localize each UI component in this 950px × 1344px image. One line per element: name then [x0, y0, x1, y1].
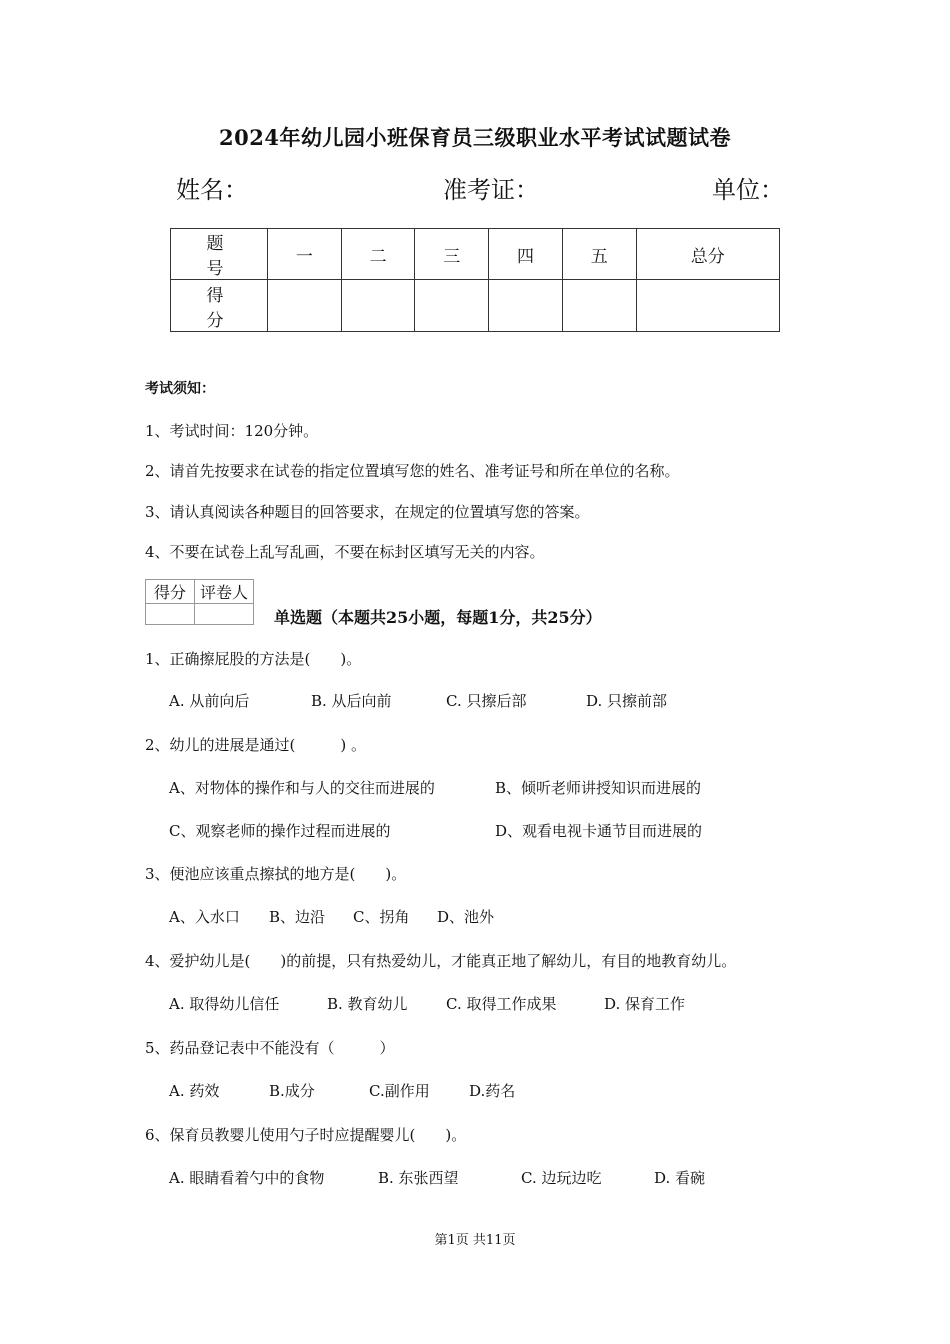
question-6: 6、保育员教婴儿使用勺子时应提醒婴儿( )。: [145, 1126, 467, 1144]
grader-score-cell[interactable]: [146, 604, 195, 625]
q6-option-d: D. 看碗: [654, 1169, 706, 1187]
score-header-2: 二: [341, 229, 415, 280]
q6-option-a: A. 眼睛看着勺中的食物: [169, 1169, 325, 1187]
q5-option-c: C.副作用: [369, 1082, 430, 1100]
score-row-label: 得 分: [171, 280, 268, 332]
q3-option-a: A、入水口: [169, 908, 240, 926]
score-table: [170, 228, 780, 332]
q2-option-d: D、观看电视卡通节目而进展的: [495, 822, 703, 840]
q4-option-d: D. 保育工作: [604, 995, 686, 1013]
q4-option-a: A. 取得幼儿信任: [169, 995, 280, 1013]
grader-name-cell[interactable]: [195, 604, 254, 625]
grader-box: [145, 579, 254, 625]
score-cell-2[interactable]: [341, 280, 415, 332]
name-label: 姓名：: [176, 176, 248, 204]
notes-title: 考试须知：: [145, 381, 215, 397]
question-5: 5、药品登记表中不能没有（ ）: [145, 1039, 395, 1057]
page-footer: 第1页 共11页: [434, 1233, 516, 1248]
score-header-4: 四: [489, 229, 563, 280]
unit-label: 单位：: [712, 176, 784, 204]
q5-option-b: B.成分: [269, 1082, 315, 1100]
q1-option-d: D. 只擦前部: [586, 692, 668, 710]
question-2: 2、幼儿的进展是通过( ) 。: [145, 736, 367, 754]
q5-option-a: A. 药效: [169, 1082, 220, 1100]
q5-option-d: D.药名: [469, 1082, 516, 1100]
note-item: 4、不要在试卷上乱写乱画，不要在标封区填写无关的内容。: [145, 543, 545, 561]
candidate-info: [0, 170, 950, 204]
question-3: 3、便池应该重点擦拭的地方是( )。: [145, 865, 407, 883]
q2-option-a: A、对物体的操作和与人的交往而进展的: [169, 779, 435, 797]
score-header-5: 五: [562, 229, 636, 280]
score-header-label: 题 号: [171, 229, 268, 280]
note-item: 3、请认真阅读各种题目的回答要求，在规定的位置填写您的答案。: [145, 503, 590, 521]
q2-option-b: B、倾听老师讲授知识而进展的: [495, 779, 702, 797]
section-title: 单选题（本题共25小题，每题1分，共25分）: [274, 608, 602, 627]
score-header-1: 一: [268, 229, 342, 280]
score-cell-1[interactable]: [268, 280, 342, 332]
score-header-3: 三: [415, 229, 489, 280]
q2-option-c: C、观察老师的操作过程而进展的: [169, 822, 391, 840]
score-cell-3[interactable]: [415, 280, 489, 332]
note-item: 1、考试时间：120分钟。: [145, 422, 319, 440]
note-item: 2、请首先按要求在试卷的指定位置填写您的姓名、准考证号和所在单位的名称。: [145, 462, 680, 480]
page-title: 2024年幼儿园小班保育员三级职业水平考试试题试卷: [219, 125, 731, 150]
score-header-total: 总分: [636, 229, 779, 280]
q1-option-c: C. 只擦后部: [446, 692, 527, 710]
q6-option-c: C. 边玩边吃: [521, 1169, 602, 1187]
q4-option-b: B. 教育幼儿: [327, 995, 408, 1013]
question-1: 1、正确擦屁股的方法是( )。: [145, 650, 362, 668]
q6-option-b: B. 东张西望: [378, 1169, 459, 1187]
q1-option-b: B. 从后向前: [311, 692, 392, 710]
q4-option-c: C. 取得工作成果: [446, 995, 557, 1013]
score-cell-5[interactable]: [562, 280, 636, 332]
q3-option-d: D、池外: [437, 908, 495, 926]
q3-option-b: B、边沿: [269, 908, 326, 926]
score-table-score-row: [171, 280, 780, 332]
score-table-header-row: [171, 229, 780, 280]
q1-option-a: A. 从前向后: [169, 692, 250, 710]
question-4: 4、爱护幼儿是( )的前提，只有热爱幼儿，才能真正地了解幼儿，有目的地教育幼儿。: [145, 952, 737, 970]
q3-option-c: C、拐角: [353, 908, 410, 926]
grader-score-label: 得分: [146, 580, 195, 604]
grader-name-label: 评卷人: [195, 580, 254, 604]
score-cell-total[interactable]: [636, 280, 779, 332]
exam-id-label: 准考证：: [443, 176, 539, 204]
score-cell-4[interactable]: [489, 280, 563, 332]
